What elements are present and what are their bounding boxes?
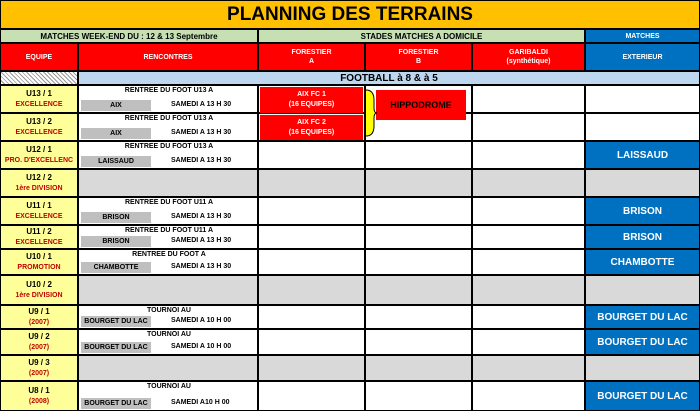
rencontre-cell (78, 275, 258, 305)
rencontre-time: SAMEDI A 13 H 30 (171, 157, 232, 164)
garibaldi-cell (472, 113, 585, 141)
forestier-b-cell (365, 169, 472, 197)
garibaldi-cell (472, 85, 585, 113)
rencontre-title: RENTREE DU FOOT A (132, 251, 206, 258)
aix-fc-2-label: AIX FC 2 (297, 118, 326, 126)
team-level: (2008) (28, 398, 50, 405)
garibaldi-line1: GARIBALDI (509, 49, 548, 56)
rencontre-cell (78, 141, 258, 169)
exterieur-club: BOURGET DU LAC (597, 311, 688, 323)
team-name: U13 / 1 (26, 89, 52, 98)
forestier-a-cell (258, 197, 365, 225)
team-cell (0, 381, 78, 411)
rencontre-title: RENTREE DU FOOT U11 A (124, 199, 214, 206)
team-level: 1ère DIVISION (15, 185, 63, 192)
exterieur-cell (585, 249, 700, 275)
equipe-header: EQUIPE (0, 43, 78, 71)
rencontre-club: CHAMBOTTE (81, 262, 151, 273)
team-level: EXCELLENCE (15, 101, 63, 108)
garibaldi-cell (472, 305, 585, 329)
team-cell (0, 249, 78, 275)
team-cell (0, 355, 78, 381)
exterieur-cell (585, 305, 700, 329)
exterieur-club: BOURGET DU LAC (597, 336, 688, 348)
team-level: 1ère DIVISION (15, 292, 63, 299)
aix-fc-2-block (260, 115, 363, 140)
rencontre-cell (78, 249, 258, 275)
garibaldi-cell (472, 141, 585, 169)
exterieur-club: BOURGET DU LAC (597, 390, 688, 402)
exterieur-cell (585, 329, 700, 355)
garibaldi-cell (472, 249, 585, 275)
rencontres-header: RENCONTRES (78, 43, 258, 71)
rencontre-club: BOURGET DU LAC (81, 342, 151, 353)
rencontre-title: RENTREE DU FOOT U13 A (124, 115, 214, 122)
forestier-a-header (258, 43, 365, 71)
section-hatch (0, 71, 78, 85)
exterieur-club: CHAMBOTTE (610, 256, 675, 268)
matches-label: MATCHES (585, 29, 700, 43)
rencontre-cell (78, 169, 258, 197)
team-cell (0, 225, 78, 249)
forestier-a-line2: A (308, 58, 315, 65)
exterieur-club: LAISSAUD (616, 149, 669, 161)
team-level: EXCELLENCE (15, 129, 63, 136)
forestier-b-line2: B (415, 58, 422, 65)
exterieur-cell (585, 85, 700, 113)
forestier-b-cell (365, 381, 472, 411)
rencontre-club: BOURGET DU LAC (81, 398, 151, 409)
rencontre-time: SAMEDI A 13 H 30 (171, 129, 232, 136)
forestier-b-line1: FORESTIER (398, 49, 439, 56)
team-name: U9 / 3 (28, 358, 50, 367)
hippodrome-label: HIPPODROME (376, 90, 466, 120)
garibaldi-cell (472, 381, 585, 411)
garibaldi-cell (472, 275, 585, 305)
team-cell (0, 85, 78, 113)
garibaldi-cell (472, 225, 585, 249)
rencontre-cell (78, 113, 258, 141)
forestier-b-cell (365, 225, 472, 249)
exterieur-cell (585, 275, 700, 305)
forestier-a-cell (258, 169, 365, 197)
exterieur-cell (585, 141, 700, 169)
forestier-a-cell (258, 329, 365, 355)
rencontre-club: BRISON (81, 236, 151, 247)
rencontre-title: RENTREE DU FOOT U11 A (124, 227, 214, 234)
team-level: PRO. D'EXCELLENC (4, 157, 74, 164)
rencontre-title: RENTREE DU FOOT U13 A (124, 87, 214, 94)
exterieur-cell (585, 355, 700, 381)
brace-icon (364, 88, 378, 138)
rencontre-club: LAISSAUD (81, 156, 151, 167)
team-name: U10 / 2 (26, 280, 52, 289)
team-name: U12 / 1 (26, 145, 52, 154)
team-name: U9 / 1 (28, 307, 50, 316)
exterieur-club: BRISON (623, 205, 662, 217)
exterieur-cell (585, 225, 700, 249)
section-label: FOOTBALL à 8 & à 5 (78, 71, 700, 85)
rencontre-title: RENTREE DU FOOT U13 A (124, 143, 214, 150)
team-level: (2007) (28, 370, 50, 377)
exterieur-cell (585, 197, 700, 225)
forestier-a-cell (258, 275, 365, 305)
forestier-b-cell (365, 275, 472, 305)
rencontre-cell (78, 197, 258, 225)
forestier-b-cell (365, 355, 472, 381)
team-cell (0, 197, 78, 225)
rencontre-club: AIX (81, 128, 151, 139)
rencontre-cell (78, 225, 258, 249)
garibaldi-cell (472, 329, 585, 355)
team-level: PROMOTION (17, 264, 61, 271)
rencontre-title: TOURNOI AU (147, 307, 191, 314)
garibaldi-cell (472, 355, 585, 381)
forestier-a-cell (258, 225, 365, 249)
team-cell (0, 305, 78, 329)
rencontre-cell (78, 381, 258, 411)
team-name: U8 / 1 (28, 386, 50, 395)
rencontre-time: SAMEDI A 13 H 30 (171, 263, 232, 270)
rencontre-cell (78, 85, 258, 113)
aix-fc-1-sub: (16 EQUIPES) (288, 101, 335, 108)
aix-fc-1-label: AIX FC 1 (297, 91, 326, 98)
team-level: (2007) (28, 344, 50, 351)
exterieur-cell (585, 113, 700, 141)
exterieur-cell (585, 381, 700, 411)
forestier-a-cell (258, 355, 365, 381)
rencontre-title: TOURNOI AU (147, 331, 191, 338)
rencontre-time: SAMEDI A 13 H 30 (171, 101, 232, 108)
garibaldi-line2: (synthétique) (506, 58, 551, 65)
team-cell (0, 275, 78, 305)
garibaldi-cell (472, 197, 585, 225)
team-name: U11 / 1 (26, 201, 52, 210)
forestier-a-line1: FORESTIER (291, 49, 332, 56)
matches-weekend-label: MATCHES WEEK-END DU : 12 & 13 Septembre (0, 29, 258, 43)
rencontre-time: SAMEDI A10 H 00 (171, 399, 230, 406)
team-cell (0, 113, 78, 141)
team-name: U13 / 2 (26, 117, 52, 126)
rencontre-club: BRISON (81, 212, 151, 223)
garibaldi-header (472, 43, 585, 71)
stades-label: STADES MATCHES A DOMICILE (258, 29, 585, 43)
forestier-b-cell (365, 141, 472, 169)
team-cell (0, 141, 78, 169)
rencontre-club: BOURGET DU LAC (81, 316, 151, 327)
forestier-a-cell (258, 305, 365, 329)
garibaldi-cell (472, 169, 585, 197)
rencontre-time: SAMEDI A 10 H 00 (171, 317, 232, 324)
rencontre-time: SAMEDI A 13 H 30 (171, 213, 232, 220)
forestier-b-cell (365, 197, 472, 225)
forestier-b-cell (365, 305, 472, 329)
forestier-a-cell (258, 381, 365, 411)
team-name: U11 / 2 (26, 227, 52, 236)
rencontre-club: AIX (81, 100, 151, 111)
rencontre-cell (78, 329, 258, 355)
page-title: PLANNING DES TERRAINS (0, 0, 700, 29)
aix-fc-2-sub: (16 EQUIPES) (288, 128, 335, 136)
team-level: (2007) (28, 319, 50, 326)
team-cell (0, 329, 78, 355)
team-level: EXCELLENCE (15, 239, 63, 246)
exterieur-cell (585, 169, 700, 197)
exterieur-header: EXTERIEUR (585, 43, 700, 71)
team-level: EXCELLENCE (15, 213, 63, 220)
forestier-a-cell (258, 141, 365, 169)
aix-fc-1-block (260, 87, 363, 113)
team-cell (0, 169, 78, 197)
rencontre-time: SAMEDI A 13 H 30 (171, 237, 232, 244)
team-name: U10 / 1 (26, 252, 52, 261)
forestier-b-header (365, 43, 472, 71)
team-name: U12 / 2 (26, 173, 52, 182)
forestier-b-cell (365, 249, 472, 275)
forestier-b-cell (365, 329, 472, 355)
team-name: U9 / 2 (28, 332, 50, 341)
forestier-a-cell (258, 249, 365, 275)
rencontre-cell (78, 305, 258, 329)
rencontre-title: TOURNOI AU (147, 383, 191, 390)
rencontre-time: SAMEDI A 10 H 00 (171, 343, 232, 350)
exterieur-club: BRISON (623, 231, 662, 243)
rencontre-cell (78, 355, 258, 381)
